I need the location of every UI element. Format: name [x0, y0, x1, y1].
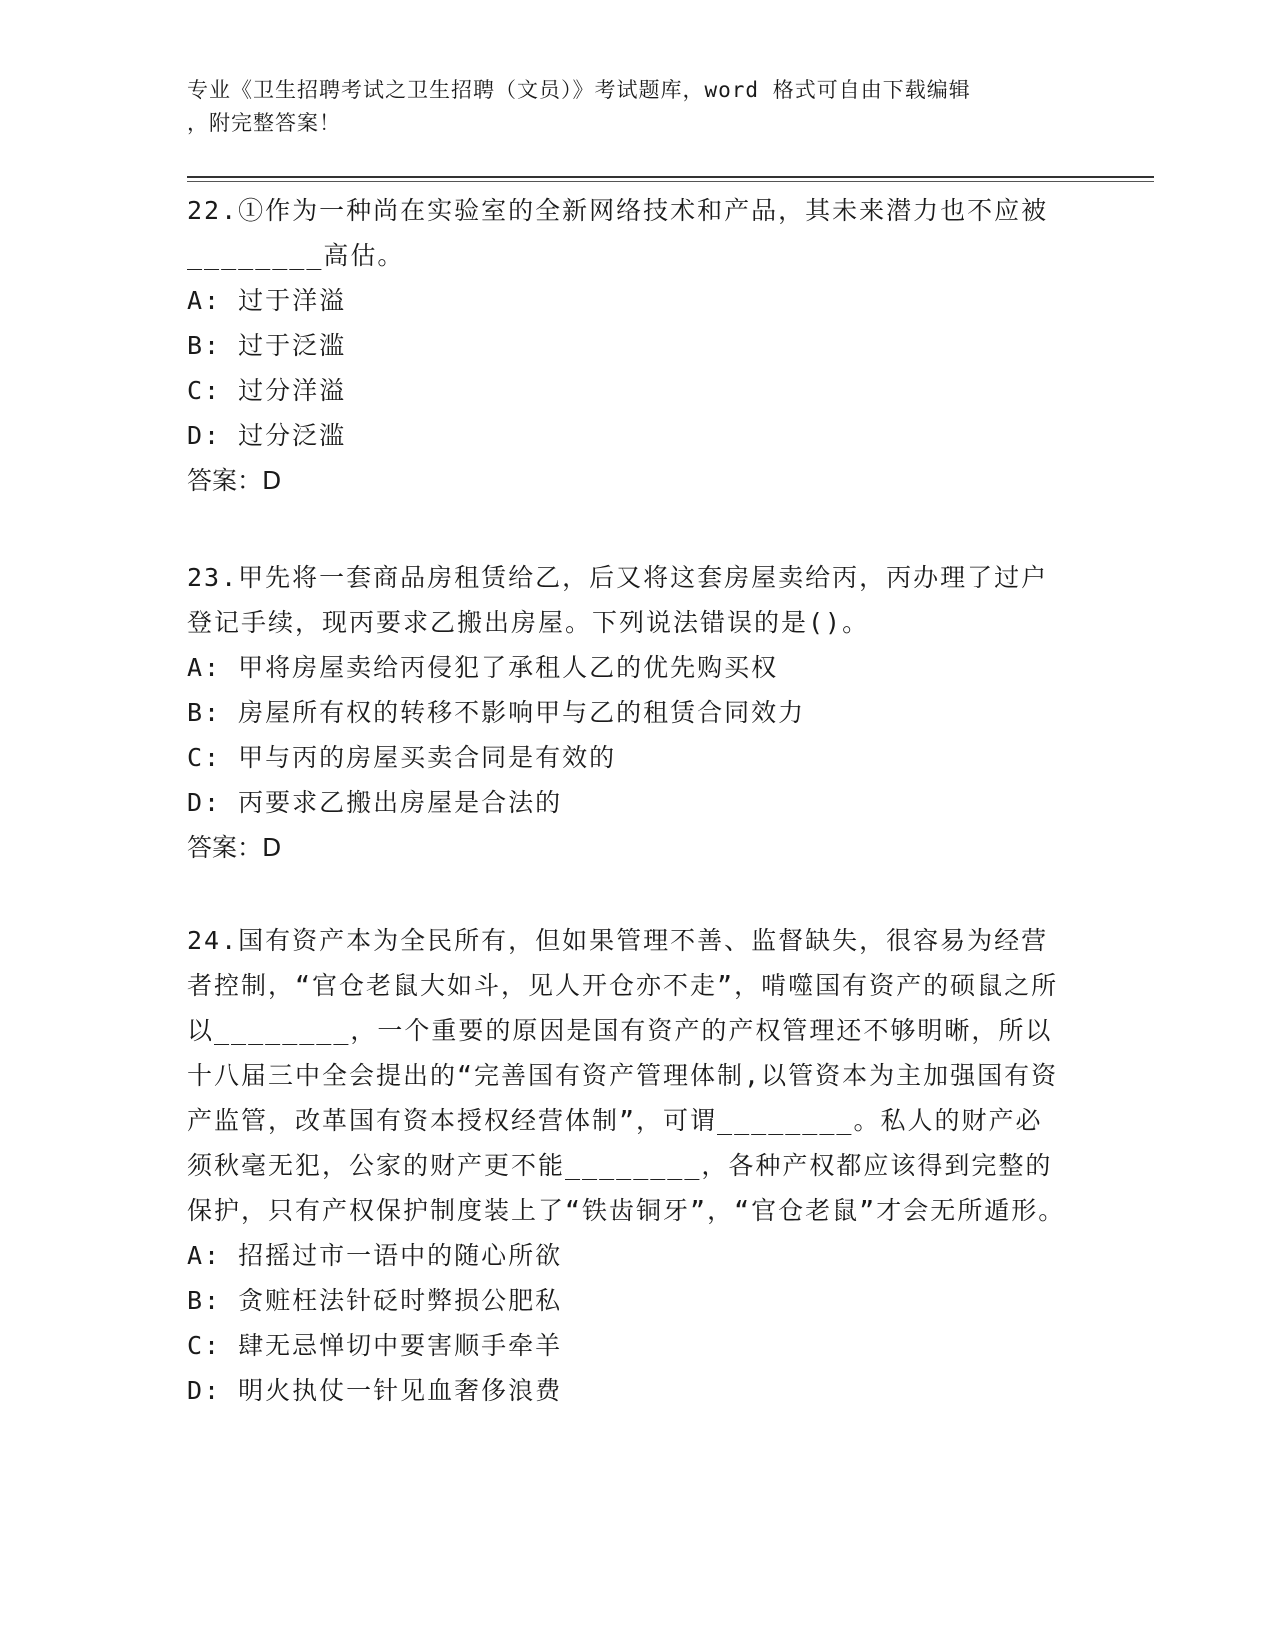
option-b: B: 过于泛滥 [187, 331, 347, 360]
header-divider-thin [187, 181, 1154, 182]
option-b: B: 贪赃枉法针砭时弊损公肥私 [187, 1286, 563, 1315]
option-c: C: 过分洋溢 [187, 376, 347, 405]
question-22 [187, 188, 1067, 503]
option-a: A: 过于洋溢 [187, 286, 347, 315]
answer-label: 答案：D [187, 466, 282, 495]
header-line-2: ，附完整答案！ [187, 111, 341, 135]
question-stem: 23.甲先将一套商品房租赁给乙，后又将这套房屋卖给丙，丙办理了过户登记手续，现丙要求乙搬出房屋。下列说法错误的是()。 [187, 563, 1049, 637]
option-a: A: 招摇过市一语中的随心所欲 [187, 1241, 563, 1270]
option-c: C: 肆无忌惮切中要害顺手牵羊 [187, 1331, 563, 1360]
option-d: D: 明火执仗一针见血奢侈浪费 [187, 1376, 563, 1405]
option-d: D: 过分泛滥 [187, 421, 347, 450]
question-stem: 22.①作为一种尚在实验室的全新网络技术和产品，其未来潜力也不应被________高估。 [187, 196, 1049, 270]
option-d: D: 丙要求乙搬出房屋是合法的 [187, 788, 563, 817]
question-stem: 24.国有资产本为全民所有，但如果管理不善、监督缺失，很容易为经营者控制，“官仓老鼠大如斗，见人开仓亦不走”，啃噬国有资产的硕鼠之所以________，一个重要的原因是国有资产的产权管理还不够明晰，所以十八届三中全会提出的“完善国有资产管理体制,以管资本为主加强国有资产监管，改革国有资本授权经营体制”，可谓________。私人的财产必须秋毫无犯，公家的财产更不能________，各种产权都应该得到完整的保护，只有产权保护制度装上了“铁齿铜牙”，“官仓老鼠”才会无所遁形。 [187, 926, 1066, 1225]
header-divider-thick [187, 176, 1154, 178]
header-line-1: 专业《卫生招聘考试之卫生招聘（文员）》考试题库，word 格式可自由下载编辑 [187, 78, 971, 102]
option-b: B: 房屋所有权的转移不影响甲与乙的租赁合同效力 [187, 698, 806, 727]
document-header [187, 74, 1067, 140]
answer-label: 答案：D [187, 833, 282, 862]
question-23 [187, 555, 1067, 870]
question-24 [187, 918, 1067, 1413]
option-a: A: 甲将房屋卖给丙侵犯了承租人乙的优先购买权 [187, 653, 779, 682]
option-c: C: 甲与丙的房屋买卖合同是有效的 [187, 743, 617, 772]
